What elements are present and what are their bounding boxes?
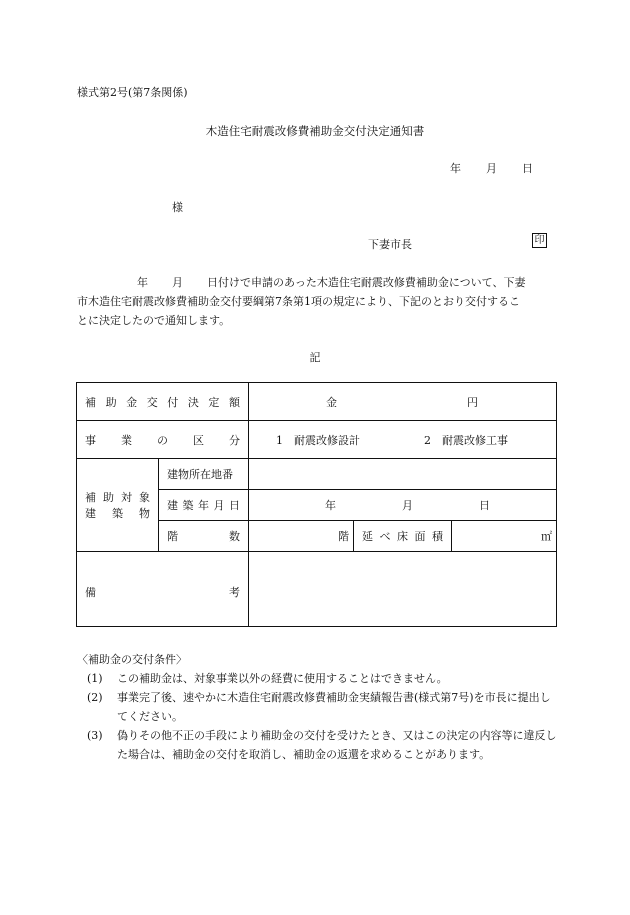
date-year: 年 — [450, 162, 461, 175]
built-date-label-char: 日 — [229, 499, 240, 512]
body-line1: 日付けで申請のあった木造住宅耐震改修費補助金について、下妻 — [207, 276, 526, 289]
built-date-value — [249, 490, 557, 521]
target-building-label — [77, 459, 159, 552]
amount-prefix: 金 — [326, 395, 337, 409]
form-number: 様式第2号(第7条関係) — [77, 86, 188, 99]
body-line2: 市木造住宅耐震改修費補助金交付要綱第7条第1項の規定により、下記のとおり交付するこ — [77, 295, 520, 308]
decision-amount-label-char: 定 — [208, 395, 220, 409]
document-title: 木造住宅耐震改修費補助金交付決定通知書 — [205, 124, 425, 138]
row-category — [77, 421, 557, 459]
floor-area-label — [354, 521, 452, 552]
amount-unit: 円 — [467, 395, 478, 409]
target-building-label-char: 対 — [121, 491, 132, 504]
target-building-label-char: 物 — [139, 507, 150, 520]
decision-amount-label-char: 交 — [146, 395, 158, 409]
ki-heading: 記 — [309, 351, 321, 364]
floors-unit: 階 — [338, 530, 349, 543]
floors-label-char: 数 — [229, 530, 240, 543]
date-day: 日 — [522, 162, 533, 175]
location-value — [249, 459, 557, 490]
remarks-value — [249, 552, 557, 627]
floors-value — [249, 521, 354, 552]
conditions-heading: 〈補助金の交付条件〉 — [77, 653, 187, 666]
floor-area-value — [452, 521, 557, 552]
date-line — [450, 160, 533, 176]
target-building-label-char: 象 — [139, 491, 150, 504]
condition-text: この補助金は、対象事業以外の経費に使用することはできません。 — [117, 672, 448, 685]
category-label-char: 分 — [229, 433, 240, 447]
subsidy-table — [76, 382, 557, 627]
decision-amount-label-char: 金 — [126, 395, 138, 409]
condition-item-3 — [77, 726, 559, 764]
decision-amount-label-char: 補 — [85, 395, 96, 409]
row-location — [77, 459, 557, 490]
condition-item-1 — [77, 669, 559, 688]
built-date-label — [159, 490, 249, 521]
body-month: 月 — [172, 276, 183, 289]
decision-amount-label-char: 助 — [105, 395, 117, 409]
decision-amount-label — [77, 383, 249, 421]
location-label — [159, 459, 249, 490]
floor-area-label-char: 床 — [397, 530, 408, 543]
remarks-label — [77, 552, 249, 627]
row-decision-amount — [77, 383, 557, 421]
remarks-label-char: 備 — [85, 586, 96, 599]
built-date-label-char: 月 — [213, 499, 225, 512]
decision-amount-label-char: 額 — [228, 395, 240, 409]
category-label-char: の — [157, 433, 168, 447]
category-option-2: 2 耐震改修工事 — [424, 433, 508, 447]
floor-area-label-char: 延 — [362, 530, 373, 543]
body-year: 年 — [137, 276, 148, 289]
area-unit: ㎡ — [541, 530, 553, 543]
category-label-char: 業 — [121, 433, 132, 447]
addressee-suffix: 様 — [172, 201, 183, 214]
target-building-label-char: 建 — [85, 507, 96, 520]
floors-label — [159, 521, 249, 552]
target-building-label-char: 築 — [112, 507, 123, 520]
built-date-label-char: 建 — [167, 499, 178, 512]
body-line3: とに決定したので通知します。 — [77, 314, 231, 327]
condition-item-2 — [77, 688, 559, 726]
floor-area-label-char: 面 — [414, 530, 426, 543]
condition-num: (2) — [87, 691, 103, 704]
built-year: 年 — [325, 499, 336, 512]
built-month: 月 — [402, 499, 413, 512]
category-label — [77, 421, 249, 459]
decision-amount-value — [249, 383, 557, 421]
issuer-name: 下妻市長 — [368, 238, 412, 251]
decision-amount-label-char: 決 — [187, 395, 199, 409]
category-option-1: 1 耐震改修設計 — [276, 433, 360, 447]
built-day: 日 — [479, 499, 490, 512]
condition-text: 事業完了後、速やかに木造住宅耐震改修費補助金実績報告書(様式第7号)を市長に提出してください。 — [117, 691, 551, 723]
floor-area-label-char: べ — [379, 530, 391, 543]
category-options — [249, 421, 557, 459]
category-label-char: 事 — [85, 433, 96, 447]
category-label-char: 区 — [193, 433, 204, 447]
target-building-label-char: 補 — [85, 491, 96, 504]
notice-body — [77, 273, 555, 330]
decision-amount-label-char: 付 — [167, 395, 179, 409]
row-remarks — [77, 552, 557, 627]
remarks-label-char: 考 — [229, 586, 240, 599]
target-building-label-char: 助 — [103, 491, 114, 504]
seal-mark: 印 — [532, 233, 547, 248]
condition-text: 偽りその他不正の手段により補助金の交付を受けたとき、又はこの決定の内容等に違反した場合は、補助金の交付を取消し、補助金の返還を求めることがあります。 — [117, 729, 557, 761]
date-month: 月 — [486, 162, 497, 175]
location-label-text: 建物所在地番 — [167, 468, 233, 481]
conditions-section — [77, 650, 559, 764]
built-date-label-char: 年 — [198, 499, 209, 512]
floors-label-char: 階 — [167, 530, 178, 543]
floor-area-label-char: 積 — [432, 530, 443, 543]
built-date-label-char: 築 — [182, 499, 194, 512]
condition-num: (1) — [87, 672, 103, 685]
condition-num: (3) — [87, 729, 103, 742]
